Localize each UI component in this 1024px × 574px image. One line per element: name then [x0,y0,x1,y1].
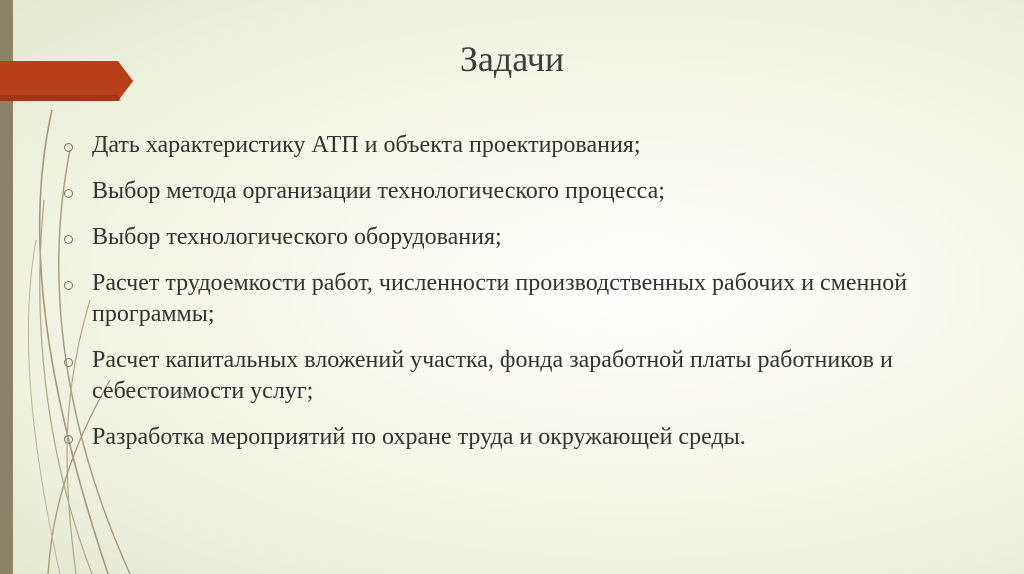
circle-bullet-icon [64,235,73,244]
circle-bullet-icon [64,358,73,367]
bullet-item [64,422,944,453]
circle-bullet-icon [64,189,73,198]
bullet-item [64,176,944,207]
bullet-item [64,130,944,161]
bullet-item [64,345,944,407]
bullet-text: Расчет трудоемкости работ, численности производственных рабочих и сменной программы; [92,270,908,327]
bullet-text: Выбор технологического оборудования; [92,224,502,250]
bullet-text: Выбор метода организации технологического процесса; [92,178,665,204]
circle-bullet-icon [64,281,73,290]
bullet-text: Дать характеристику АТП и объекта проектирования; [92,132,641,158]
circle-bullet-icon [64,435,73,444]
slide-title: Задачи [459,39,565,79]
bullet-text: Расчет капитальных вложений участка, фонда заработной платы работников и себестоимости услуг; [92,347,893,404]
circle-bullet-icon [64,143,73,152]
bullet-item [64,222,944,253]
bullet-text: Разработка мероприятий по охране труда и окружающей среды. [92,424,746,450]
bullet-item [64,268,944,330]
bullet-list [64,130,944,468]
